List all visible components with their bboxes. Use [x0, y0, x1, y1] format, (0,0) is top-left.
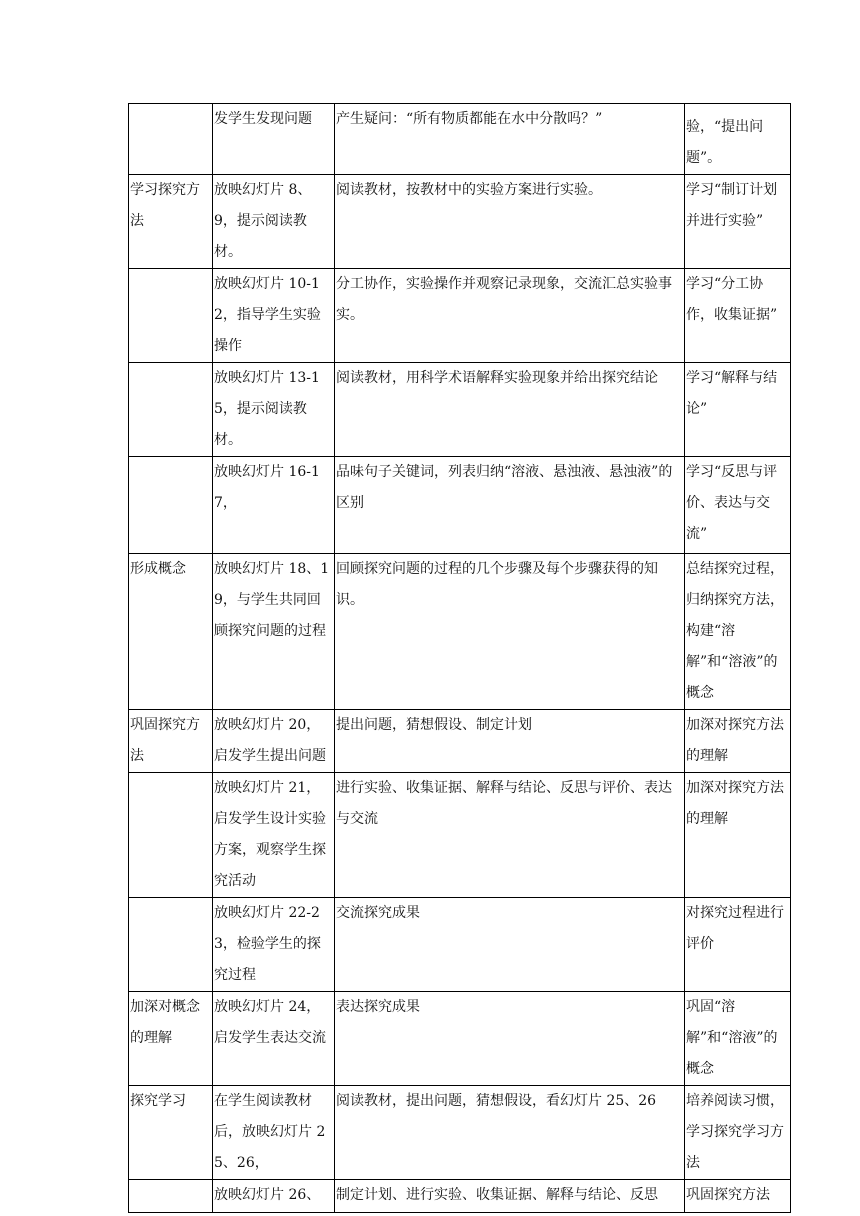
stage-cell — [129, 457, 213, 554]
stage-cell — [129, 269, 213, 363]
design-intent-cell: 学习“解释与结论” — [685, 363, 791, 457]
teacher-activity-cell: 放映幻灯片 22-23，检验学生的探究过程 — [213, 898, 335, 992]
table-row — [129, 773, 791, 898]
design-intent-cell: 加深对探究方法的理解 — [685, 710, 791, 773]
teacher-activity-cell: 放映幻灯片 10-12，指导学生实验操作 — [213, 269, 335, 363]
table-row — [129, 554, 791, 710]
student-activity-cell: 分工协作，实验操作并观察记录现象，交流汇总实验事实。 — [335, 269, 685, 363]
teacher-activity-cell: 放映幻灯片 18、19，与学生共同回顾探究问题的过程 — [213, 554, 335, 710]
student-activity-cell: 阅读教材，用科学术语解释实验现象并给出探究结论 — [335, 363, 685, 457]
table-row — [129, 363, 791, 457]
lesson-plan-table — [128, 103, 791, 1213]
student-activity-cell: 进行实验、收集证据、解释与结论、反思与评价、表达与交流 — [335, 773, 685, 898]
teacher-activity-cell: 放映幻灯片 16-17， — [213, 457, 335, 554]
table-row — [129, 710, 791, 773]
teacher-activity-cell: 放映幻灯片 26、 — [213, 1180, 335, 1213]
stage-cell — [129, 1180, 213, 1213]
table-row — [129, 175, 791, 269]
stage-cell: 加深对概念的理解 — [129, 992, 213, 1086]
student-activity-cell: 阅读教材，提出问题，猜想假设，看幻灯片 25、26 — [335, 1086, 685, 1180]
table-row — [129, 104, 791, 175]
student-activity-cell: 制定计划、进行实验、收集证据、解释与结论、反思 — [335, 1180, 685, 1213]
table-row — [129, 269, 791, 363]
teacher-activity-cell: 发学生发现问题 — [213, 104, 335, 175]
table-row — [129, 992, 791, 1086]
student-activity-cell: 交流探究成果 — [335, 898, 685, 992]
student-activity-cell: 产生疑问：“所有物质都能在水中分散吗？” — [335, 104, 685, 175]
stage-cell — [129, 773, 213, 898]
teacher-activity-cell: 放映幻灯片 13-15，提示阅读教材。 — [213, 363, 335, 457]
stage-cell — [129, 363, 213, 457]
stage-cell: 形成概念 — [129, 554, 213, 710]
design-intent-cell: 培养阅读习惯，学习探究学习方法 — [685, 1086, 791, 1180]
design-intent-cell: 巩固“溶解”和“溶液”的概念 — [685, 992, 791, 1086]
design-intent-cell: 对探究过程进行评价 — [685, 898, 791, 992]
design-intent-cell: 验，“提出问题”。 — [685, 104, 791, 175]
teacher-activity-cell: 放映幻灯片 21，启发学生设计实验方案，观察学生探究活动 — [213, 773, 335, 898]
stage-cell — [129, 104, 213, 175]
teacher-activity-cell: 放映幻灯片 20，启发学生提出问题 — [213, 710, 335, 773]
stage-cell — [129, 898, 213, 992]
table-row — [129, 457, 791, 554]
table-row — [129, 1086, 791, 1180]
design-intent-cell: 学习“反思与评价、表达与交流” — [685, 457, 791, 554]
student-activity-cell: 表达探究成果 — [335, 992, 685, 1086]
student-activity-cell: 提出问题，猜想假设、制定计划 — [335, 710, 685, 773]
student-activity-cell: 阅读教材，按教材中的实验方案进行实验。 — [335, 175, 685, 269]
student-activity-cell: 品味句子关键词，列表归纳“溶液、悬浊液、悬浊液”的区别 — [335, 457, 685, 554]
stage-cell: 学习探究方法 — [129, 175, 213, 269]
design-intent-cell: 巩固探究方法 — [685, 1180, 791, 1213]
table-row — [129, 1180, 791, 1213]
design-intent-cell: 学习“制订计划并进行实验” — [685, 175, 791, 269]
design-intent-cell: 总结探究过程，归纳探究方法，构建“溶解”和“溶液”的概念 — [685, 554, 791, 710]
design-intent-cell: 加深对探究方法的理解 — [685, 773, 791, 898]
table-row — [129, 898, 791, 992]
teacher-activity-cell: 放映幻灯片 8、9，提示阅读教材。 — [213, 175, 335, 269]
teacher-activity-cell: 在学生阅读教材后，放映幻灯片 25、26， — [213, 1086, 335, 1180]
design-intent-cell: 学习“分工协作，收集证据” — [685, 269, 791, 363]
stage-cell: 巩固探究方法 — [129, 710, 213, 773]
stage-cell: 探究学习 — [129, 1086, 213, 1180]
teacher-activity-cell: 放映幻灯片 24，启发学生表达交流 — [213, 992, 335, 1086]
student-activity-cell: 回顾探究问题的过程的几个步骤及每个步骤获得的知识。 — [335, 554, 685, 710]
